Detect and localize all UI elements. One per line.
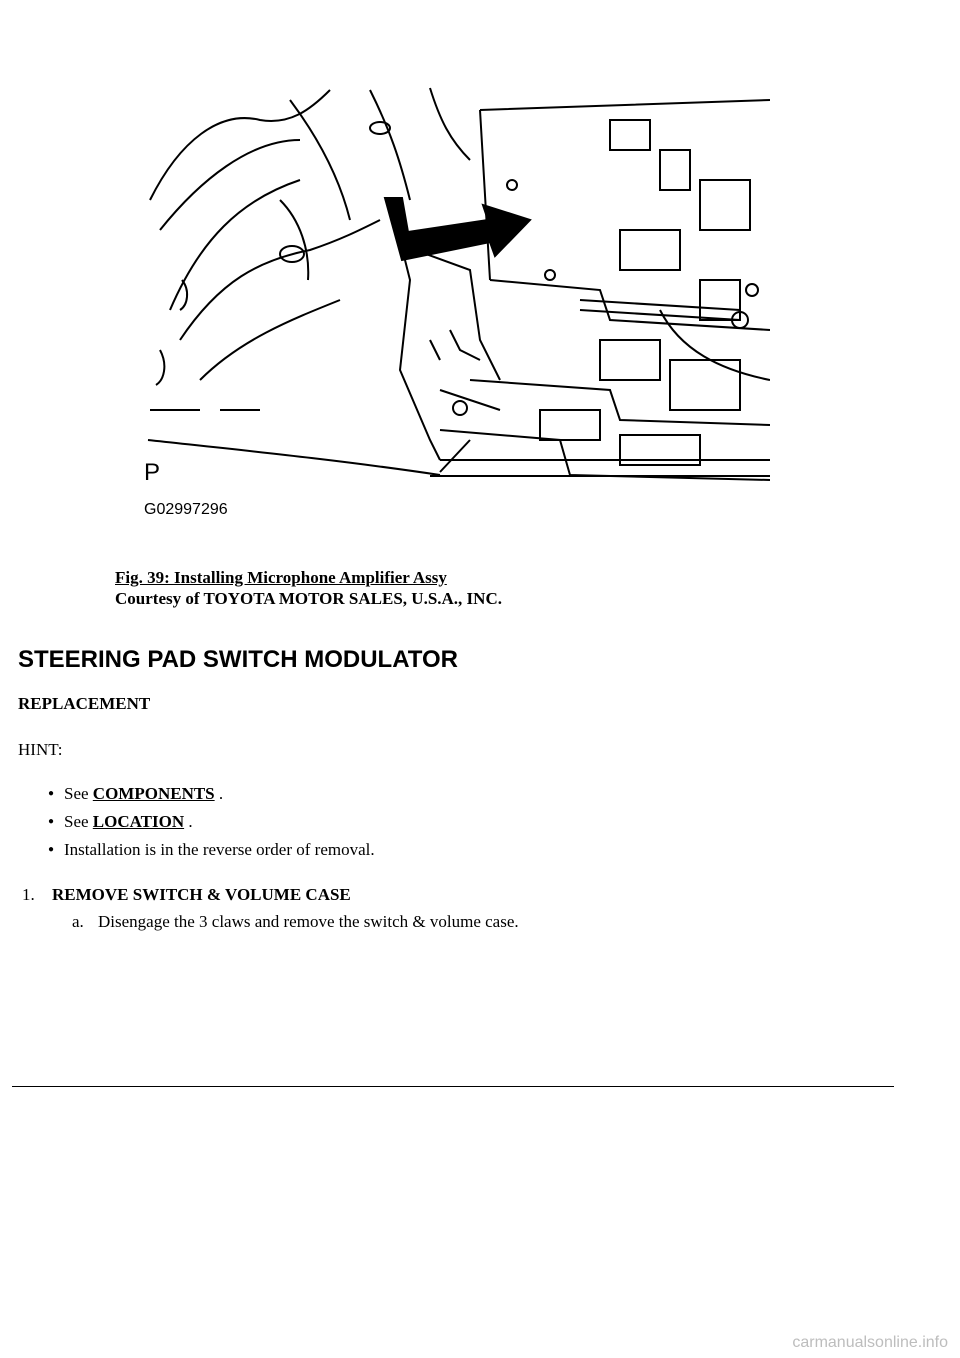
substep-text: Disengage the 3 claws and remove the switch & volume case. bbox=[98, 912, 519, 931]
microphone-amplifier-diagram bbox=[140, 80, 770, 520]
step-title: REMOVE SWITCH & VOLUME CASE bbox=[52, 885, 351, 904]
figure-callout-label: P bbox=[144, 459, 161, 486]
caption-credit: Courtesy of TOYOTA MOTOR SALES, U.S.A., INC. bbox=[115, 589, 502, 608]
substep-a bbox=[72, 912, 519, 932]
watermark: carmanualsonline.info bbox=[792, 1334, 948, 1351]
section-title: STEERING PAD SWITCH MODULATOR bbox=[18, 646, 458, 673]
step-number: 1. bbox=[22, 885, 35, 904]
hint-item-location bbox=[48, 812, 375, 840]
substep-letter: a. bbox=[72, 912, 84, 931]
figure-graphic-code: G02997296 bbox=[144, 501, 228, 518]
direction-arrow bbox=[385, 198, 530, 260]
hint-item-components bbox=[48, 784, 375, 812]
figure-illustration bbox=[140, 80, 770, 520]
hint-prefix: See bbox=[64, 812, 93, 831]
hint-prefix: See bbox=[64, 784, 93, 803]
hint-text: Installation is in the reverse order of removal. bbox=[64, 840, 375, 859]
figure-caption bbox=[115, 567, 502, 609]
page-divider bbox=[12, 1086, 894, 1087]
subheading: REPLACEMENT bbox=[18, 694, 151, 713]
location-link[interactable]: LOCATION bbox=[92, 812, 185, 831]
hint-label: HINT: bbox=[18, 740, 63, 759]
hint-suffix: . bbox=[184, 812, 193, 831]
hint-item-installation bbox=[48, 840, 375, 868]
step-1 bbox=[22, 885, 351, 905]
hint-suffix: . bbox=[214, 784, 224, 803]
components-link[interactable]: COMPONENTS bbox=[92, 784, 215, 803]
hint-list bbox=[48, 784, 375, 868]
caption-title[interactable]: Fig. 39: Installing Microphone Amplifier Assy bbox=[115, 568, 447, 587]
